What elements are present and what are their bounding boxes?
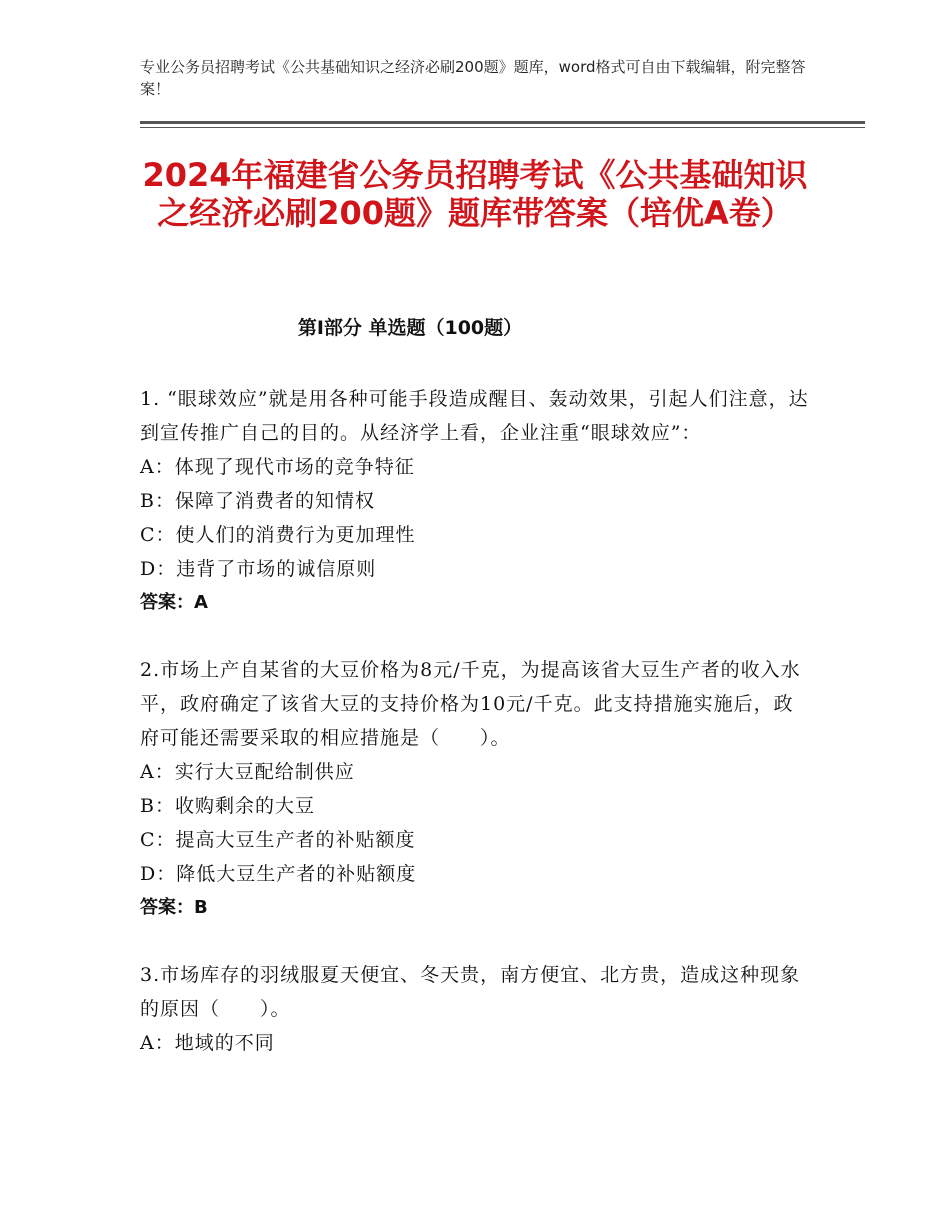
question-3 xyxy=(140,958,810,1060)
document-title: 2024年福建省公务员招聘考试《公共基础知识之经济必刷200题》题库带答案（培优A卷） xyxy=(142,156,808,232)
option-c: C：提高大豆生产者的补贴额度 xyxy=(140,829,416,851)
option-d: D：违背了市场的诚信原则 xyxy=(140,558,377,580)
question-1 xyxy=(140,382,810,620)
question-2 xyxy=(140,653,810,925)
option-b: B：收购剩余的大豆 xyxy=(140,795,315,817)
answer-label: 答案：A xyxy=(140,592,208,613)
header-divider-thin xyxy=(140,127,865,128)
option-b: B：保障了消费者的知情权 xyxy=(140,490,375,512)
option-a: A：体现了现代市场的竞争特征 xyxy=(140,456,415,478)
answer-label: 答案：B xyxy=(140,897,208,918)
header-divider-thick xyxy=(140,121,865,124)
section-title: 第Ⅰ部分 单选题（100题） xyxy=(297,317,523,339)
question-list xyxy=(140,382,810,1093)
question-stem: 2.市场上产自某省的大豆价格为8元/千克，为提高该省大豆生产者的收入水平，政府确定了该省大豆的支持价格为10元/千克。此支持措施实施后，政府可能还需要采取的相应措施是（ ）。 xyxy=(140,659,801,749)
option-a: A：实行大豆配给制供应 xyxy=(140,761,355,783)
option-c: C：使人们的消费行为更加理性 xyxy=(140,524,416,546)
question-stem: 1. “眼球效应”就是用各种可能手段造成醒目、轰动效果，引起人们注意，达到宣传推广自己的目的。从经济学上看，企业注重“眼球效应”： xyxy=(140,388,809,444)
option-d: D：降低大豆生产者的补贴额度 xyxy=(140,863,417,885)
question-stem: 3.市场库存的羽绒服夏天便宜、冬天贵，南方便宜、北方贵，造成这种现象的原因（ ）。 xyxy=(140,964,801,1020)
header-note: 专业公务员招聘考试《公共基础知识之经济必刷200题》题库，word格式可自由下载编辑，附完整答案！ xyxy=(140,58,806,98)
option-a: A：地域的不同 xyxy=(140,1032,275,1054)
